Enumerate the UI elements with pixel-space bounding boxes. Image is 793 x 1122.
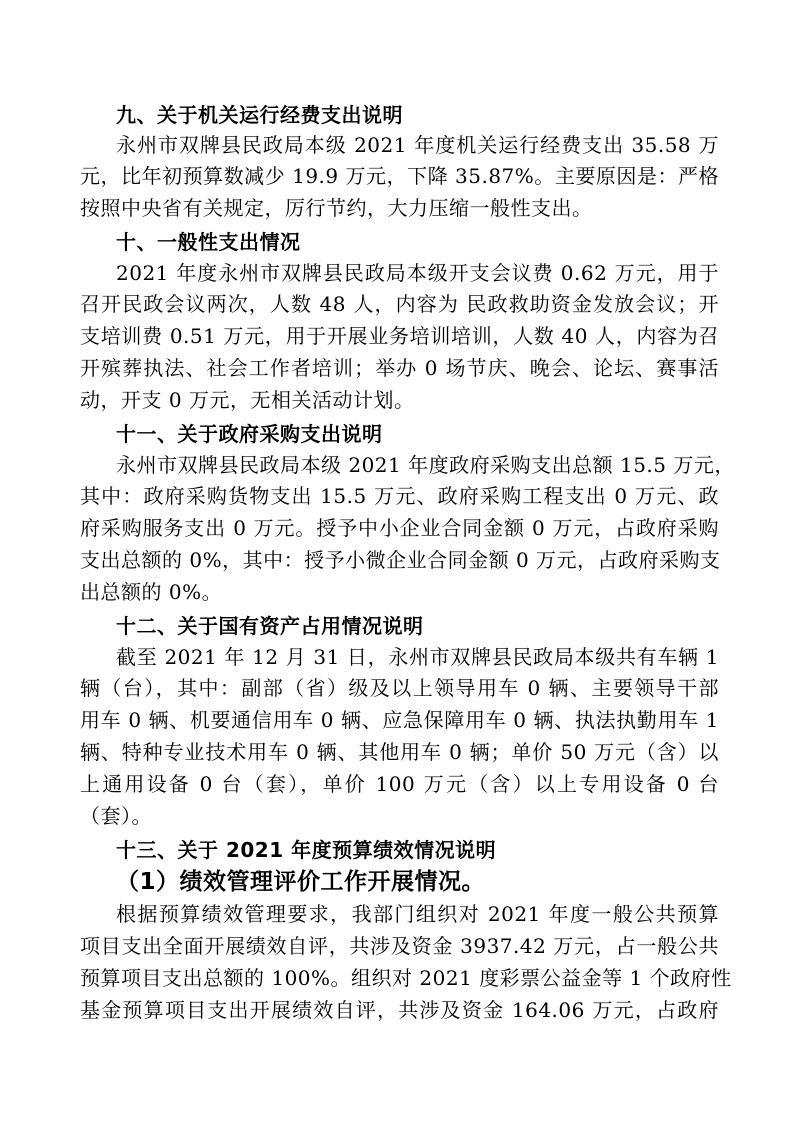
paragraph-line: 永州市双牌县民政局本级 2021 年度机关运行经费支出 35.58 万 <box>116 133 719 157</box>
paragraph-line: 元，比年初预算数减少 19.9 万元，下降 35.87%。主要原因是：严格 <box>80 164 719 188</box>
section-heading-10: 十、一般性支出情况 <box>116 230 301 254</box>
paragraph-line: 2021 年度永州市双牌县民政局本级开支会议费 0.62 万元，用于 <box>116 261 719 285</box>
paragraph-line: 基金预算项目支出开展绩效自评，共涉及资金 164.06 万元，占政府 <box>80 998 719 1022</box>
paragraph-line: 支出总额的 0%，其中：授予小微企业合同金额 0 万元，占政府采购支 <box>80 548 721 572</box>
paragraph-line: 按照中央省有关规定，厉行节约，大力压缩一般性支出。 <box>80 196 593 220</box>
paragraph-line: 开殡葬执法、社会工作者培训；举办 0 场节庆、晚会、论坛、赛事活 <box>80 356 719 380</box>
paragraph-line: 根据预算绩效管理要求，我部门组织对 2021 年度一般公共预算 <box>116 902 719 926</box>
paragraph-line: 辆（台），其中：副部（省）级及以上领导用车 0 辆、主要领导干部 <box>80 676 719 700</box>
paragraph-line: 辆、特种专业技术用车 0 辆、其他用车 0 辆；单价 50 万元（含）以 <box>80 740 719 764</box>
section-heading-11: 十一、关于政府采购支出说明 <box>116 422 383 446</box>
paragraph-line: 项目支出全面开展绩效自评，共涉及资金 3937.42 万元，占一般公共 <box>80 934 719 958</box>
paragraph-line: 预算项目支出总额的 100%。组织对 2021 度彩票公益金等 1 个政府性 <box>80 966 732 990</box>
paragraph-line: 上通用设备 0 台（套），单价 100 万元（含）以上专用设备 0 台 <box>80 772 719 796</box>
paragraph-line: 其中：政府采购货物支出 15.5 万元、政府采购工程支出 0 万元、政 <box>80 484 719 508</box>
paragraph-line: 府采购服务支出 0 万元。授予中小企业合同金额 0 万元，占政府采购 <box>80 516 719 540</box>
paragraph-line: 永州市双牌县民政局本级 2021 年度政府采购支出总额 15.5 万元， <box>116 453 735 477</box>
paragraph-line: 截至 2021 年 12 月 31 日，永州市双牌县民政局本级共有车辆 1 <box>116 645 719 669</box>
subsection-heading: （1）绩效管理评价工作开展情况。 <box>116 869 486 895</box>
paragraph-line: 动，开支 0 万元，无相关活动计划。 <box>80 388 415 412</box>
section-heading-9: 九、关于机关运行经费支出说明 <box>116 103 403 127</box>
paragraph-line: 召开民政会议两次，人数 48 人，内容为 民政救助资金发放会议；开 <box>80 292 719 316</box>
paragraph-line: 支培训费 0.51 万元，用于开展业务培训培训，人数 40 人，内容为召 <box>80 324 719 348</box>
section-heading-13: 十三、关于 2021 年度预算绩效情况说明 <box>116 838 497 862</box>
section-heading-12: 十二、关于国有资产占用情况说明 <box>116 614 424 638</box>
paragraph-line: 出总额的 0%。 <box>80 580 223 604</box>
paragraph-line: （套）。 <box>80 804 152 828</box>
paragraph-line: 用车 0 辆、机要通信用车 0 辆、应急保障用车 0 辆、执法执勤用车 1 <box>80 708 719 732</box>
